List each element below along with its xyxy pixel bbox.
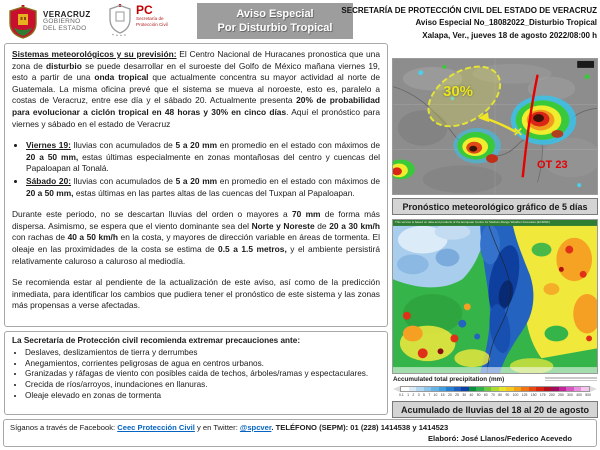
recommendation-item: • Crecida de ríos/arroyos, inundaciones en llanuras. (25, 380, 380, 391)
disturbance-x-marker: ✕ (513, 125, 524, 139)
precipitation-accumulation-map (392, 219, 598, 374)
maps-column (392, 58, 598, 418)
bullet-sabado: • Sábado 20: lluvias con acumulados de 5 a 20 mm en promedio en el estado con máximos de 20 a 50 mm, estas últimas en las partes altas de las cuencas del Tuxpan al Papaloapan. (26, 176, 380, 199)
footer-box (3, 419, 597, 447)
precipitation-legend (392, 374, 598, 398)
gov-logo-text (43, 11, 91, 33)
pc-abbr: PC (136, 3, 153, 17)
footer-phone: . TELÉFONO (SEPM): 01 (228) 1414538 y 1414523 (271, 423, 449, 432)
legend-arrow-left-icon (393, 386, 400, 392)
facebook-link[interactable]: Ceec Protección Civil (117, 423, 195, 432)
legend-tick-labels: 0.1 1 2 3 5 7 10 15 20 25 30 40 50 60 70 80 90 100 125 150 175 200 250 300 400 500 (399, 393, 591, 397)
recommendation-item: • Granizadas y ráfagas de viento con posibles caida de techos, árboles/ramas y espectaculares. (25, 369, 380, 380)
cyclone-probability-label: 30% (443, 83, 474, 100)
forecast-text-box (4, 43, 388, 327)
gov-name: VERACRUZ (43, 9, 91, 19)
footer-mid: y en Twitter: (194, 423, 240, 432)
pc-sub1: Secretaría de (136, 16, 164, 21)
advisory-title-banner (197, 3, 353, 39)
proteccion-civil-logo (108, 4, 168, 36)
social-media-line (10, 423, 590, 432)
satellite-map-image (393, 59, 597, 194)
ecmwf-disclaimer: This service is based on data and products of the European Centre for Medium-Range Weather Forecasts (ECMWF) (395, 220, 551, 224)
recommendation-item: • Deslaves, deslizamientos de tierra y derrumbes (25, 348, 380, 359)
author-line: Elaboró: José Llanos/Federico Acevedo (427, 434, 572, 443)
banner-line2: Por Disturbio Tropical (217, 22, 333, 34)
pc-logo-text (136, 4, 168, 27)
document-header (0, 0, 600, 42)
legend-color-scale (393, 385, 597, 392)
recommendations-list (25, 348, 380, 402)
gov-sub1: GOBIERNO (43, 18, 81, 26)
legend-date-range (545, 376, 597, 381)
forecast-bullet-list (26, 140, 380, 199)
twitter-link[interactable]: @spcver (239, 423, 272, 432)
satellite-forecast-map (392, 58, 598, 195)
pc-shield-icon (108, 4, 132, 36)
meta-date: Xalapa, Ver., jueves 18 de agosto 2022/08:00 h (422, 30, 597, 40)
footer-prefix: Síganos a través de Facebook: (10, 423, 118, 432)
bullet-viernes: • Viernes 19: lluvias con acumulados de 5 a 20 mm en promedio en el estado con máximos de 20 a 50 mm, estas últimas especialmente en zonas montañosas del centro y cuencas del Papaloapan al Tonalá. (26, 140, 380, 175)
veracruz-coat-of-arms-icon (8, 5, 38, 39)
tropical-wave-label: OT 23 (537, 159, 568, 171)
legend-color-cells (400, 386, 590, 392)
veracruz-government-logo (8, 5, 91, 39)
meta-secretaria: SECRETARÍA DE PROTECCIÓN CIVIL DEL ESTADO DE VERACRUZ (341, 6, 597, 15)
period-paragraph: Durante este periodo, no se descartan lluvias del orden o mayores a 70 mm de forma más dispersa. Asimismo, se espera que el viento dominante sea del Norte y Noreste de 20 a 30 km/h con rachas de 40 a 50 km/h en la costa, y mayores de dirección variable en áreas de tormenta. El oleaje en las proximidades de la costa se estima de 0.5 a 1.5 metros, y el ambiente persistirá relativamente caluroso a caluroso al mediodía. (12, 209, 381, 266)
recommendations-box (4, 331, 388, 415)
recommendation-item: • Anegamientos, corrientes peligrosas de agua en centros urbanos. (25, 359, 380, 370)
legend-arrow-right-icon (590, 386, 597, 392)
recommendations-title: La Secretaría de Protección civil recomienda extremar precauciones ante: (12, 336, 301, 345)
gov-sub2: DEL ESTADO (43, 25, 87, 33)
legend-title: Accumulated total precipitation (mm) (393, 376, 505, 383)
recommendation-item: • Oleaje elevado en zonas de tormenta (25, 391, 380, 402)
precipitation-map-image (393, 220, 597, 373)
advisory-meta (341, 5, 597, 42)
satellite-map-caption: Pronóstico meteorológico gráfico de 5 días (392, 198, 598, 215)
pc-sub2: Protección Civil (136, 21, 168, 27)
precipitation-map-caption: Acumulado de lluvias del 18 al 20 de agosto (392, 401, 598, 418)
banner-line1: Aviso Especial (236, 7, 314, 20)
meta-advisory-number: Aviso Especial No_18082022_Disturbio Tropical (415, 18, 597, 28)
intro-paragraph: Sistemas meteorológicos y su previsión: El Centro Nacional de Huracanes pronostica que una zona de disturbio se puede desarrollar en el suroeste del Golfo de México mañana viernes 19, esto a partir de una onda tropical que actualmente concentra su mayor actividad al norte de Guatemala. La misma oficina prevé que el sistema se mueva al noroeste, esto es, paralelo a costas de Veracruz, entre ese día y el sábado 20. Actualmente presenta 20% de probabilidad para evolucionar a ciclón tropical en 48 horas y 30% en cinco días. Aquí el pronóstico para viernes y sábado en el estado de Veracruz (12, 49, 381, 129)
closing-paragraph: Se recomienda estar al pendiente de la actualización de este aviso, así como de la predicción inmediata, para identificar los cambios que pudiera tener el pronóstico de este sistema y las zonas más propensas a verse afectadas. (12, 277, 380, 311)
